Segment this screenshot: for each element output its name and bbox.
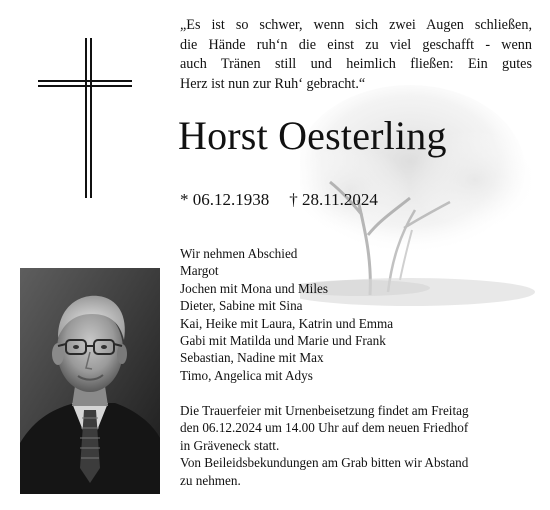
family-line: Kai, Heike mit Laura, Katrin und Emma <box>180 315 394 331</box>
ceremony-line: Die Trauerfeier mit Urnenbeisetzung findet am Freitag <box>180 403 469 418</box>
family-line: Wir nehmen Abschied <box>180 246 298 261</box>
double-line-cross-icon <box>38 38 132 198</box>
ceremony-line: zu nehmen. <box>180 472 241 488</box>
family-line: Timo, Angelica mit Adys <box>180 367 313 383</box>
deceased-name: Horst Oesterling <box>178 113 447 158</box>
family-line: Margot <box>180 263 219 279</box>
family-line: Gabi mit Matilda und Marie und Frank <box>180 333 386 349</box>
life-dates <box>180 189 378 211</box>
quote-line: „Es ist so schwer, wenn sich zwei Augen schließen, <box>180 17 532 33</box>
portrait-photo <box>20 268 160 494</box>
family-line: Dieter, Sabine mit Sina <box>180 298 303 314</box>
family-line: Sebastian, Nadine mit Max <box>180 350 324 366</box>
family-line: Jochen mit Mona und Miles <box>180 280 328 296</box>
ceremony-line: Von Beileidsbekundungen am Grab bitten wir Abstand <box>180 455 469 471</box>
quote-line: die Hände ruh‘n die einst zu viel geschafft - wenn <box>180 36 532 53</box>
death-date: † 28.11.2024 <box>289 190 378 209</box>
ceremony-line: den 06.12.2024 um 14.00 Uhr auf dem neuen Friedhof <box>180 420 469 436</box>
ceremony-line: in Gräveneck statt. <box>180 437 280 453</box>
ceremony-notice <box>180 402 469 489</box>
memorial-quote <box>180 16 532 94</box>
birth-date: * 06.12.1938 <box>180 190 270 209</box>
family-list <box>180 245 393 384</box>
quote-line: auch Tränen still und heimlich fließen: Ein gutes <box>180 56 532 72</box>
quote-line: Herz ist nun zur Ruh‘ gebracht.“ <box>180 75 366 92</box>
